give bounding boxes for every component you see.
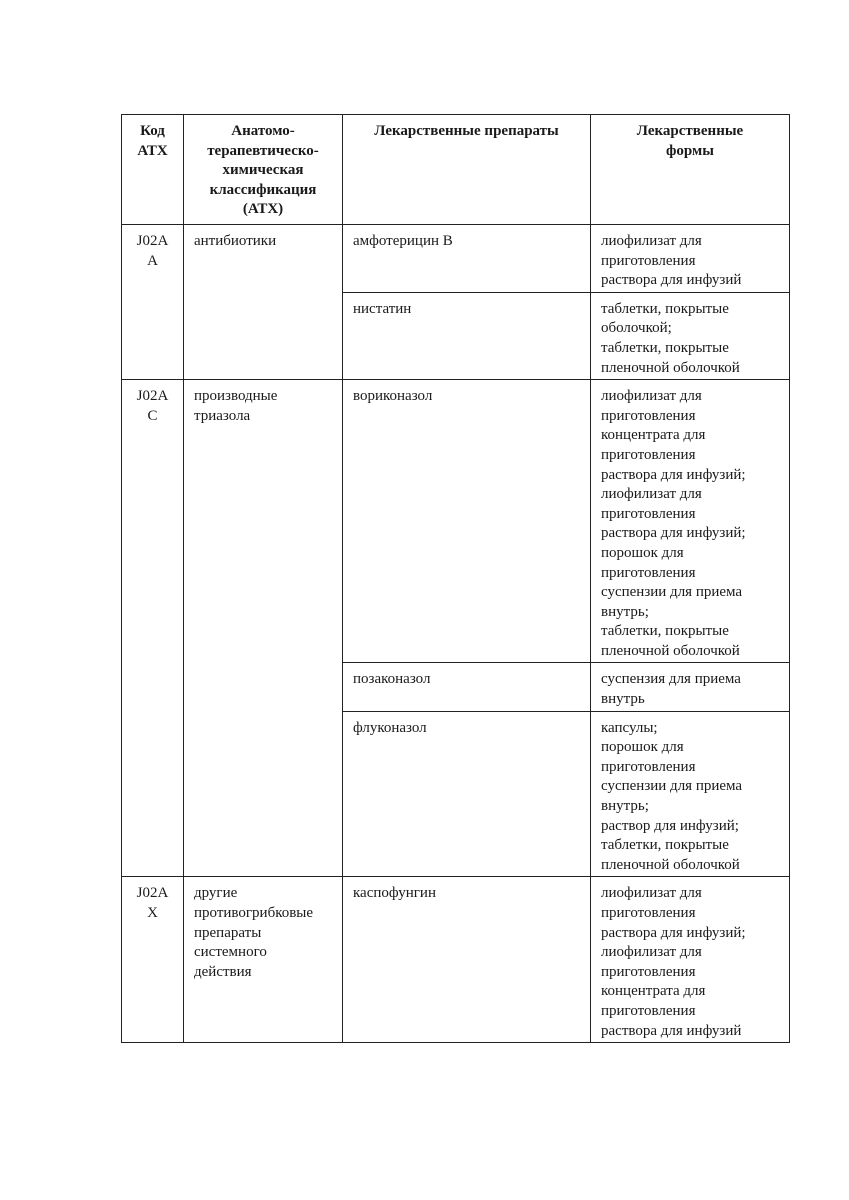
drug-name-cell: амфотерицин B (343, 225, 591, 293)
atc-class-cell: антибиотики (184, 225, 343, 380)
drug-forms-cell: лиофилизат для приготовления концентрата для приготовления раствора для инфузий; лиофилизат для приготовления раствора для инфузий; порошок для приготовления суспензии для приема внутрь; таблетки, покрытые пленочной оболочкой (591, 380, 790, 663)
drug-name-cell: нистатин (343, 292, 591, 379)
table-row (122, 380, 790, 663)
drug-forms-cell: лиофилизат для приготовления раствора для инфузий (591, 225, 790, 293)
header-drugs: Лекарственные препараты (343, 115, 591, 225)
atc-code-cell: J02A C (122, 380, 184, 877)
header-code: Код АТХ (122, 115, 184, 225)
drug-name-cell: позаконазол (343, 663, 591, 711)
table-header-row (122, 115, 790, 225)
atc-code-cell: J02A A (122, 225, 184, 380)
table-row (122, 877, 790, 1043)
drug-name-cell: флуконазол (343, 711, 591, 877)
atc-class-cell: производные триазола (184, 380, 343, 877)
atc-code-cell: J02A X (122, 877, 184, 1043)
drug-forms-cell: таблетки, покрытые оболочкой; таблетки, покрытые пленочной оболочкой (591, 292, 790, 379)
header-classification: Анатомо- терапевтическо- химическая классификация (АТХ) (184, 115, 343, 225)
header-forms: Лекарственные формы (591, 115, 790, 225)
atc-drug-table (121, 114, 790, 1043)
drug-forms-cell: суспензия для приема внутрь (591, 663, 790, 711)
drug-name-cell: вориконазол (343, 380, 591, 663)
drug-forms-cell: капсулы; порошок для приготовления суспензии для приема внутрь; раствор для инфузий; таблетки, покрытые пленочной оболочкой (591, 711, 790, 877)
atc-class-cell: другие противогрибковые препараты системного действия (184, 877, 343, 1043)
drug-name-cell: каспофунгин (343, 877, 591, 1043)
drug-forms-cell: лиофилизат для приготовления раствора для инфузий; лиофилизат для приготовления концентрата для приготовления раствора для инфузий (591, 877, 790, 1043)
table-row (122, 225, 790, 293)
